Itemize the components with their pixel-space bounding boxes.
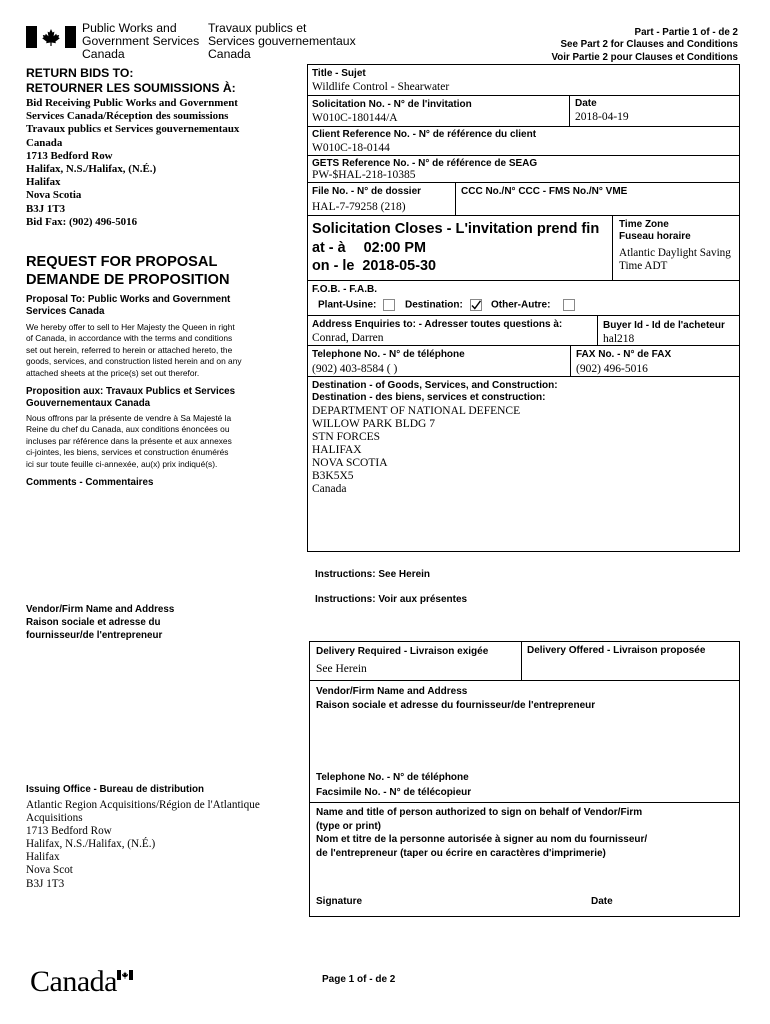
file-label: File No. - N° de dossier (312, 186, 422, 197)
offer-fr-line: ici sur toute feuille ci-annexée, au(x) prix indiqué(s). (26, 458, 218, 469)
return-bids-line: Bid Fax: (902) 496-5016 (26, 215, 138, 228)
vendor-firm-field[interactable] (314, 715, 734, 767)
proposition-line1: Proposition aux: Travaux Publics et Services (26, 386, 236, 397)
return-bids-line: Halifax, N.S./Halifax, (N.É.) (26, 163, 157, 176)
address-enquiries-value: Conrad, Darren (312, 332, 384, 344)
issuing-office-line: Acquisitions (26, 812, 83, 825)
fax-label: FAX No. - N° de FAX (576, 349, 672, 360)
phone-value: (902) 403-8584 ( ) (312, 363, 398, 375)
issuing-office-line: 1713 Bedford Row (26, 825, 112, 838)
close-time-value: 02:00 PM (363, 240, 426, 256)
offer-fr-line: incluses par référence dans la présente et aux annexes (26, 435, 232, 446)
comments-label: Comments - Commentaires (26, 477, 154, 488)
instructions-fr: Instructions: Voir aux présentes (315, 594, 468, 605)
proposition-aux (26, 386, 235, 410)
address-enquiries-label: Address Enquiries to: - Adresser toutes questions à: (312, 319, 563, 330)
timezone-label (619, 219, 691, 243)
rfp-title-fr: DEMANDE DE PROPOSITION (26, 272, 230, 288)
offer-en-line: attached sheets at the price(s) set out therefor. (26, 367, 200, 378)
ccc-label: CCC No./N° CCC - FMS No./N° VME (461, 186, 628, 197)
canada-wordmark-text: Canada (30, 965, 117, 998)
destination-goods-line1: Destination - of Goods, Services, and Construction: (312, 380, 558, 391)
destination-option[interactable] (405, 299, 482, 312)
issuing-office-address (26, 799, 260, 891)
vendor-left-line3: fournisseur/de l'entrepreneur (26, 629, 163, 641)
part-indicator (551, 27, 738, 64)
delivery-required-label: Delivery Required - Livraison exigée (316, 646, 489, 657)
destination-address-line: DEPARTMENT OF NATIONAL DEFENCE (312, 405, 521, 417)
other-option[interactable] (491, 299, 575, 312)
buyer-id-label: Buyer Id - Id de l'acheteur (603, 320, 725, 331)
dept-name-fr-line2: Services gouvernementaux (208, 34, 356, 49)
proposal-to (26, 294, 230, 318)
destination-address-line: NOVA SCOTIA (312, 457, 388, 469)
return-bids-line: Services Canada/Réception des soumissions (26, 110, 229, 123)
at-label: at - à (312, 240, 346, 256)
checkmark-icon (470, 299, 482, 311)
destination-address-line: HALIFAX (312, 444, 362, 456)
destination-address-line: STN FORCES (312, 431, 381, 443)
destination-address-line: Canada (312, 483, 347, 495)
gets-value: PW-$HAL-218-10385 (312, 169, 416, 181)
authorized-line: Name and title of person authorized to sign on behalf of Vendor/Firm (316, 807, 643, 818)
delivery-offered-label: Delivery Offered - Livraison proposée (527, 645, 706, 656)
issuing-office-line: Halifax (26, 851, 60, 864)
part-line3: Voir Partie 2 pour Clauses et Conditions (551, 51, 738, 63)
plant-checkbox[interactable] (383, 299, 395, 311)
return-bids-line: B3J 1T3 (26, 202, 66, 215)
client-ref-label: Client Reference No. - N° de référence du client (312, 129, 537, 140)
issuing-office-line: Nova Scot (26, 864, 73, 877)
rfp-title-en: REQUEST FOR PROPOSAL (26, 254, 218, 270)
issuing-office-line: Halifax, N.S./Halifax, (N.É.) (26, 838, 156, 851)
dept-name-en-line1: Public Works and (82, 21, 177, 35)
proposal-to-line1: Proposal To: Public Works and Government (26, 294, 231, 305)
destination-option-label: Destination: (405, 299, 463, 311)
offer-fr-line: Reine du chef du Canada, aux conditions énoncées ou (26, 424, 230, 435)
file-value: HAL-7-79258 (218) (312, 201, 406, 213)
offer-en-line: goods, services, and construction listed herein and on any (26, 356, 242, 367)
title-label: Title - Sujet (312, 68, 366, 79)
on-label: on - le (312, 258, 355, 274)
fob-label: F.O.B. - F.A.B. (312, 284, 377, 295)
other-checkbox[interactable] (563, 299, 575, 311)
return-bids-heading (26, 66, 236, 96)
dept-name-en-line3: Canada (82, 47, 125, 62)
timezone-value (619, 247, 731, 273)
authorized-line: Nom et titre de la personne autorisée à signer au nom du fournisseur/ (316, 834, 648, 846)
offer-en-line: of Canada, in accordance with the terms and conditions (26, 333, 233, 344)
part-line1: Part - Partie 1 of - de 2 (634, 27, 738, 38)
timezone-value-line1: Atlantic Daylight Saving (619, 247, 731, 259)
timezone-label-en: Time Zone (619, 219, 669, 230)
offer-text-fr (26, 413, 232, 470)
vendor-firm-line2: Raison sociale et adresse du fournisseur/de l'entrepreneur (316, 699, 596, 711)
vendor-fax-label: Facsimile No. - N° de télécopieur (316, 787, 472, 798)
signature-label: Signature (316, 896, 363, 907)
return-bids-line: Bid Receiving Public Works and Government (26, 97, 238, 109)
rfp-title (26, 253, 230, 289)
close-date-value: 2018-05-30 (362, 258, 436, 274)
phone-label: Telephone No. - N° de téléphone (312, 349, 465, 360)
authorized-person-field[interactable] (314, 862, 734, 890)
offer-fr-line: ci-jointes, les biens, services et construction énumérés (26, 447, 229, 458)
return-bids-address (26, 97, 239, 229)
delivery-offered-field[interactable] (525, 659, 735, 677)
authorized-person-label (316, 806, 647, 860)
closes-time-row (312, 240, 426, 257)
destination-goods-label (312, 380, 558, 404)
timezone-label-fr: Fuseau horaire (619, 231, 691, 242)
issuing-office-line: Atlantic Region Acquisitions/Région de l'Atlantique (26, 799, 260, 811)
delivery-required-value: See Herein (316, 663, 367, 675)
vendor-telephone-label: Telephone No. - N° de téléphone (316, 772, 469, 783)
timezone-value-line2: Time ADT (619, 260, 668, 272)
other-label: Other-Autre: (491, 299, 551, 311)
return-bids-line: 1713 Bedford Row (26, 149, 113, 162)
canada-wordmark (30, 964, 117, 1004)
destination-checkbox[interactable] (470, 299, 482, 311)
offer-fr-line: Nous offrons par la présente de vendre à Sa Majesté la (26, 413, 232, 423)
page-number: Page 1 of - de 2 (322, 974, 396, 985)
wordmark-flag-icon (117, 970, 133, 980)
vendor-left-line2: Raison sociale et adresse du (26, 616, 161, 628)
fax-value: (902) 496-5016 (576, 363, 648, 375)
return-bids-line: Canada (26, 136, 63, 149)
closes-date-row (312, 258, 436, 275)
part-line2: See Part 2 for Clauses and Conditions (560, 39, 738, 51)
issuing-office-label: Issuing Office - Bureau de distribution (26, 784, 204, 795)
instructions-en: Instructions: See Herein (315, 569, 431, 580)
dept-name-fr-line3: Canada (208, 47, 251, 62)
offer-en-line: set out herein, referred to herein or attached hereto, the (26, 344, 233, 355)
client-ref-value: W010C-18-0144 (312, 142, 390, 154)
signature-date-label: Date (591, 896, 613, 907)
date-label: Date (575, 98, 597, 109)
destination-address-line: B3K5X5 (312, 470, 354, 482)
return-bids-title-en: RETURN BIDS TO: (26, 66, 134, 80)
destination-address-line: WILLOW PARK BLDG 7 (312, 418, 435, 430)
vendor-firm-label (316, 685, 595, 712)
vendor-firm-left (26, 604, 174, 642)
destination-address (312, 405, 520, 496)
return-bids-title-fr: RETOURNER LES SOUMISSIONS À: (26, 81, 236, 95)
return-bids-line: Nova Scotia (26, 189, 82, 202)
dept-name-fr-line1: Travaux publics et (208, 21, 307, 35)
solicitation-label: Solicitation No. - N° de l'invitation (312, 99, 472, 110)
canada-flag-icon (26, 26, 76, 48)
gets-label: GETS Reference No. - N° de référence de SEAG (312, 158, 538, 169)
buyer-id-value: hal218 (603, 333, 635, 345)
return-bids-line: Halifax (26, 176, 61, 189)
proposition-line2: Gouvernementaux Canada (26, 398, 151, 410)
issuing-office-line: B3J 1T3 (26, 877, 65, 890)
authorized-line: de l'entrepreneur (taper ou écrire en caractères d'imprimerie) (316, 847, 606, 859)
offer-en-line: We hereby offer to sell to Her Majesty the Queen in right (26, 322, 235, 332)
offer-text-en (26, 322, 242, 379)
return-bids-line: Travaux publics et Services gouvernementaux (26, 123, 240, 136)
plant-option[interactable] (318, 299, 395, 312)
proposal-to-line2: Services Canada (26, 306, 105, 318)
plant-label: Plant-Usine: (318, 299, 377, 311)
date-value: 2018-04-19 (575, 111, 629, 123)
closes-label: Solicitation Closes - L'invitation prend fin (312, 221, 600, 237)
authorized-line: (type or print) (316, 820, 381, 832)
title-value: Wildlife Control - Shearwater (312, 81, 450, 93)
dept-name-en-line2: Government Services (82, 34, 200, 49)
solicitation-value: W010C-180144/A (312, 112, 398, 124)
government-signature (26, 21, 366, 64)
vendor-firm-line1: Vendor/Firm Name and Address (316, 686, 468, 697)
destination-goods-line2: Destination - des biens, services et construction: (312, 392, 546, 403)
vendor-left-line1: Vendor/Firm Name and Address (26, 604, 175, 615)
